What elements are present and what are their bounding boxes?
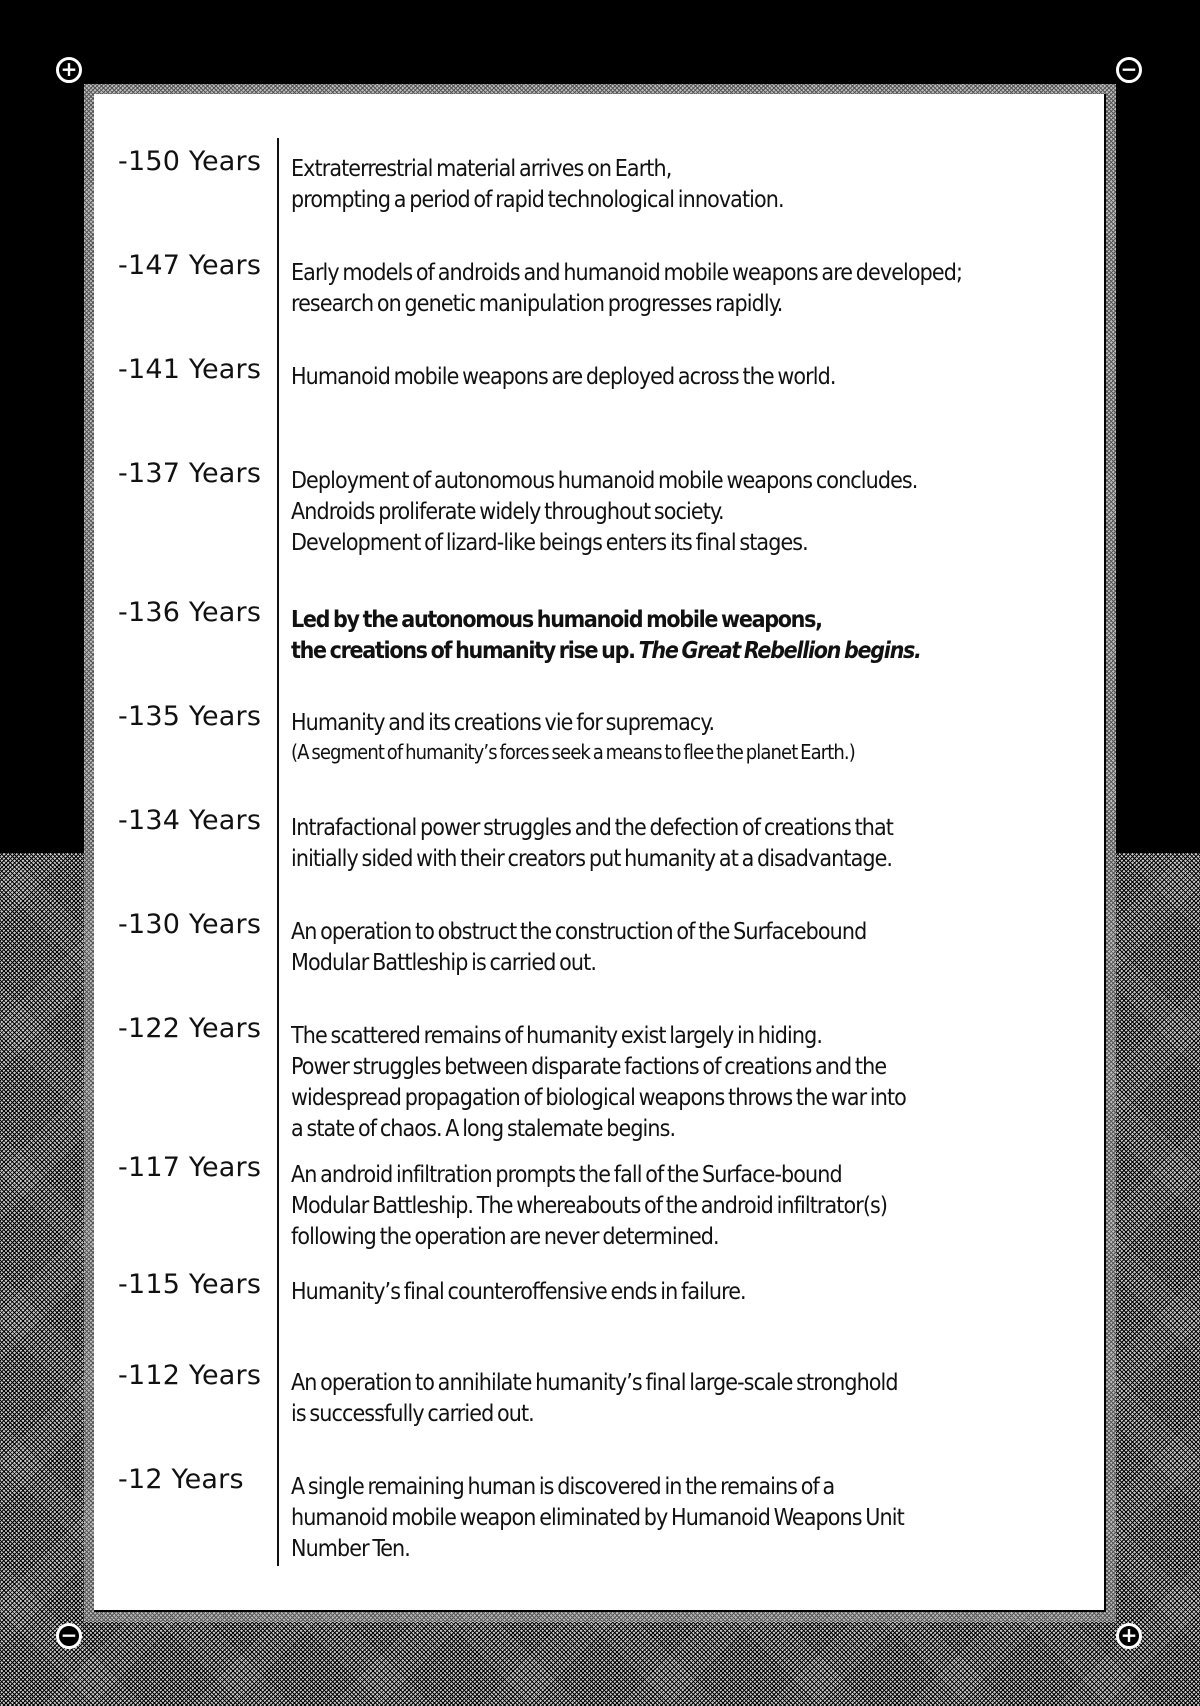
timeline-description [291, 813, 1091, 875]
description-note: (A segment of humanity’s forces seek a means to flee the planet Earth.) [291, 740, 855, 764]
timeline-year: -134 Years [118, 805, 262, 836]
description-line: widespread propagation of biological weapons throws the war into [291, 1085, 906, 1111]
timeline-year: -136 Years [118, 597, 262, 628]
description-line: Number Ten. [291, 1536, 410, 1562]
timeline-year: -12 Years [118, 1464, 244, 1495]
minus-icon: − [56, 1623, 82, 1649]
description-line: Power struggles between disparate factions of creations and the [291, 1054, 887, 1080]
timeline-year: -117 Years [118, 1152, 262, 1183]
description-line: Deployment of autonomous humanoid mobile weapons concludes. [291, 468, 918, 494]
timeline-year: -122 Years [118, 1013, 262, 1044]
description-line: A single remaining human is discovered in the remains of a [291, 1474, 835, 1500]
description-line: Humanity and its creations vie for supremacy. [291, 710, 715, 736]
description-line: research on genetic manipulation progresses rapidly. [291, 291, 783, 317]
description-line: An android infiltration prompts the fall of the Surface-bound [291, 1162, 842, 1188]
timeline-description [291, 154, 1091, 216]
timeline-year: -147 Years [118, 250, 262, 281]
timeline-description [291, 1021, 1091, 1145]
timeline-description [291, 1160, 1091, 1253]
description-line: a state of chaos. A long stalemate begins. [291, 1116, 676, 1142]
description-text: the creations of humanity rise up. [291, 638, 639, 664]
timeline-description [291, 258, 1091, 320]
minus-icon: − [1116, 57, 1142, 83]
description-line: Androids proliferate widely throughout society. [291, 499, 724, 525]
timeline-description [291, 1368, 1091, 1430]
description-line: An operation to annihilate humanity’s final large-scale stronghold [291, 1370, 898, 1396]
plus-icon: + [1116, 1623, 1142, 1649]
description-line: The scattered remains of humanity exist largely in hiding. [291, 1023, 823, 1049]
timeline-description [291, 709, 1091, 767]
description-line: Led by the autonomous humanoid mobile weapons, [291, 607, 822, 633]
timeline-description [291, 917, 1091, 979]
timeline-description [291, 362, 1091, 393]
plus-icon: + [56, 57, 82, 83]
timeline-year: -150 Years [118, 146, 262, 177]
timeline-year: -130 Years [118, 909, 262, 940]
description-line: following the operation are never determined. [291, 1224, 719, 1250]
description-line: Intrafactional power struggles and the defection of creations that [291, 815, 894, 841]
description-line: Humanity’s final counteroffensive ends in failure. [291, 1279, 746, 1305]
timeline-year: -141 Years [118, 354, 262, 385]
timeline-year: -135 Years [118, 701, 262, 732]
timeline-description [291, 1277, 1091, 1308]
timeline-description [291, 1472, 1091, 1565]
description-line: is successfully carried out. [291, 1401, 534, 1427]
timeline-year: -112 Years [118, 1360, 262, 1391]
description-line [291, 636, 1091, 667]
description-line: Early models of androids and humanoid mobile weapons are developed; [291, 260, 963, 286]
description-line: An operation to obstruct the construction of the Surfacebound [291, 919, 867, 945]
timeline-year: -115 Years [118, 1269, 262, 1300]
description-line: humanoid mobile weapon eliminated by Humanoid Weapons Unit [291, 1505, 904, 1531]
timeline-year: -137 Years [118, 458, 262, 489]
description-line: Modular Battleship is carried out. [291, 950, 597, 976]
great-rebellion-emphasis: The Great Rebellion begins. [638, 638, 921, 664]
description-line: prompting a period of rapid technological innovation. [291, 187, 784, 213]
description-line: Development of lizard-like beings enters its final stages. [291, 530, 808, 556]
description-line: Humanoid mobile weapons are deployed across the world. [291, 364, 836, 390]
timeline-description [291, 605, 1091, 667]
description-line: Extraterrestrial material arrives on Earth, [291, 156, 672, 182]
description-line: initially sided with their creators put humanity at a disadvantage. [291, 846, 893, 872]
timeline-description [291, 466, 1091, 559]
description-line: Modular Battleship. The whereabouts of the android infiltrator(s) [291, 1193, 888, 1219]
timeline-divider [277, 138, 279, 1566]
